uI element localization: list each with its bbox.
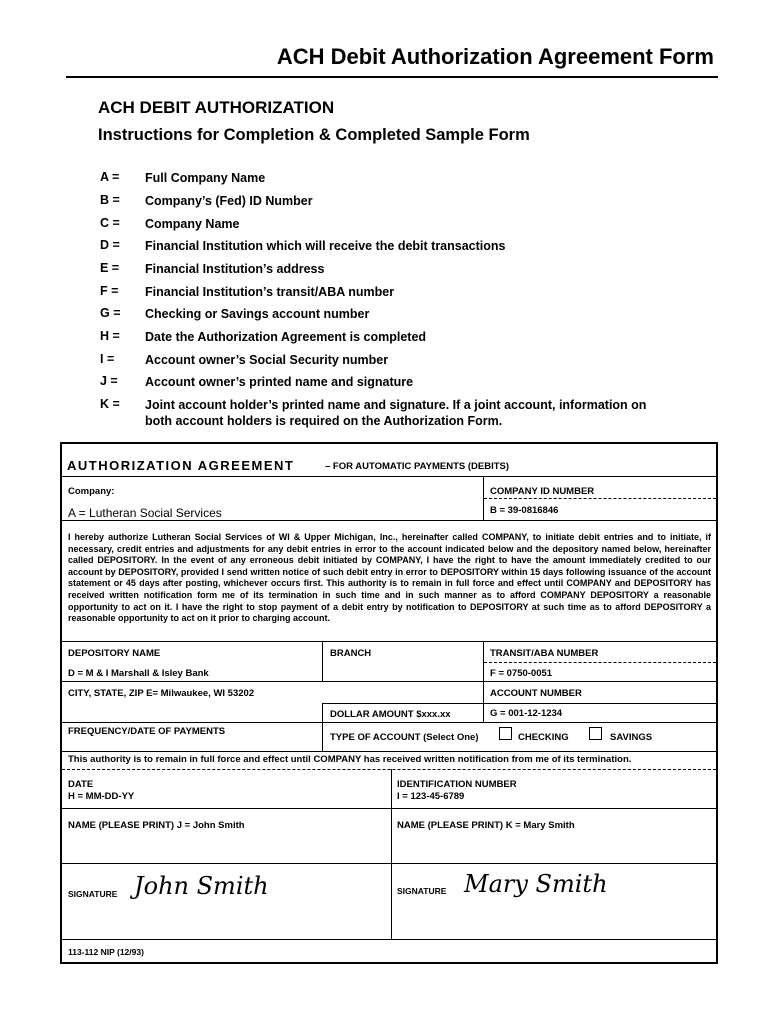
city-state-zip: CITY, STATE, ZIP E= Milwaukee, WI 53202 xyxy=(68,688,255,699)
savings-label: SAVINGS xyxy=(610,732,653,743)
account-number-label: ACCOUNT NUMBER xyxy=(490,688,582,699)
id-number-label: IDENTIFICATION NUMBER xyxy=(397,779,517,790)
id-number-value: I = 123-45-6789 xyxy=(397,791,465,802)
divider xyxy=(62,520,716,521)
instruction-text: Checking or Savings account number xyxy=(145,307,370,321)
company-id-label: COMPANY ID NUMBER xyxy=(490,486,595,497)
signature-label-2: SIGNATURE xyxy=(397,886,447,896)
instruction-text: Date the Authorization Agreement is completed xyxy=(145,330,427,344)
divider xyxy=(62,476,716,477)
checking-checkbox[interactable] xyxy=(499,727,512,740)
instruction-key: D = xyxy=(100,238,120,252)
termination-text: This authority is to remain in full force and effect until COMPANY has received written notification from me of its termination. xyxy=(68,754,632,765)
account-number-value: G = 001-12-1234 xyxy=(490,708,563,719)
instruction-key: F = xyxy=(100,284,119,298)
checking-label: CHECKING xyxy=(518,732,569,743)
divider xyxy=(62,722,716,723)
instruction-text: Company’s (Fed) ID Number xyxy=(145,194,313,208)
authorization-text: I hereby authorize Lutheran Social Services of WI & Upper Michigan, Inc., hereinafter called COMPANY, to initiate debit entries and to initiate, if necessary, credit entries and adjustments for any debit entries in error to the account indicated below and the depository named below, hereinafter called DEPOSITORY. In the event of any erroneous debit initiated by COMPANY, I have the right to have the amount immediately credited to our account by DEPOSITORY, provided I send written notice of such debit entry in error to DEPOSITORY within 15 days following issuance of the account statement or 45 days after posting, whichever occurs first. This authority is to remain in full force and effect until COMPANY and DEPOSITORY has received written notification form me of its termination in such time and in such manner as to afford COMPANY DEPOSITORY a reasonable opportunity to act on it. I have the right to stop payment of a debit entry by notification to DEPOSITORY at such time as to afford DEPOSITORY a reasonable opportunity to act on it prior to charging account. xyxy=(68,532,711,624)
company-label: Company: xyxy=(68,486,115,497)
divider xyxy=(484,498,716,499)
divider xyxy=(62,808,716,809)
company-value: A = Lutheran Social Services xyxy=(68,506,222,520)
instruction-text: Financial Institution’s address xyxy=(145,262,325,276)
section-title: ACH DEBIT AUTHORIZATION xyxy=(98,98,335,117)
instruction-key: K = xyxy=(100,397,120,411)
company-id-value: B = 39-0816846 xyxy=(490,505,559,516)
instruction-text: Financial Institution’s transit/ABA number xyxy=(145,285,395,299)
form-heading-suffix: – FOR AUTOMATIC PAYMENTS (DEBITS) xyxy=(325,461,510,472)
instruction-text: Financial Institution which will receive the debit transactions xyxy=(145,239,506,253)
section-subtitle: Instructions for Completion & Completed Sample Form xyxy=(98,126,530,144)
instruction-key: I = xyxy=(100,352,115,366)
instruction-key: A = xyxy=(100,170,120,184)
instruction-text: Account owner’s Social Security number xyxy=(145,353,389,367)
frequency-label: FREQUENCY/DATE OF PAYMENTS xyxy=(68,726,226,737)
name-print-2: NAME (PLEASE PRINT) K = Mary Smith xyxy=(397,820,575,831)
signature-label-1: SIGNATURE xyxy=(68,889,118,899)
authorization-form xyxy=(60,442,718,964)
signature-1: John Smith xyxy=(134,872,269,900)
instruction-text: Full Company Name xyxy=(145,171,266,185)
instruction-key: E = xyxy=(100,261,120,275)
signature-2: Mary Smith xyxy=(464,870,608,898)
instruction-text: Company Name xyxy=(145,217,240,231)
date-label: DATE xyxy=(68,779,94,790)
instruction-key: J = xyxy=(100,374,118,388)
page-title: ACH Debit Authorization Agreement Form xyxy=(276,44,714,69)
divider xyxy=(62,751,716,752)
divider xyxy=(62,681,716,682)
divider xyxy=(62,939,716,940)
transit-label: TRANSIT/ABA NUMBER xyxy=(490,648,599,659)
date-value: H = MM-DD-YY xyxy=(68,791,135,802)
transit-value: F = 0750-0051 xyxy=(490,668,553,679)
account-type-label: TYPE OF ACCOUNT (Select One) xyxy=(330,732,479,743)
divider xyxy=(62,769,716,770)
instruction-text: Account owner’s printed name and signature xyxy=(145,375,414,389)
title-rule xyxy=(66,76,718,78)
instruction-text: Joint account holder’s printed name and signature. If a joint account, information on both account holders is required on the Authorization Form. xyxy=(145,398,647,428)
name-print-1: NAME (PLEASE PRINT) J = John Smith xyxy=(68,820,245,831)
form-heading: AUTHORIZATION AGREEMENT xyxy=(67,458,295,473)
instruction-key: B = xyxy=(100,193,120,207)
divider xyxy=(62,641,716,642)
divider xyxy=(484,662,716,663)
divider xyxy=(391,769,392,939)
divider xyxy=(62,863,716,864)
savings-checkbox[interactable] xyxy=(589,727,602,740)
divider xyxy=(322,703,323,751)
instruction-key: H = xyxy=(100,329,120,343)
divider xyxy=(322,641,323,681)
depository-label: DEPOSITORY NAME xyxy=(68,648,161,659)
form-number: 113-112 NIP (12/93) xyxy=(68,947,144,957)
depository-value: D = M & I Marshall & Isley Bank xyxy=(68,668,209,679)
instruction-key: G = xyxy=(100,306,121,320)
divider xyxy=(483,641,484,723)
dollar-amount: DOLLAR AMOUNT $xxx.xx xyxy=(330,709,451,720)
divider xyxy=(322,703,716,704)
branch-label: BRANCH xyxy=(330,648,372,659)
instruction-key: C = xyxy=(100,216,120,230)
